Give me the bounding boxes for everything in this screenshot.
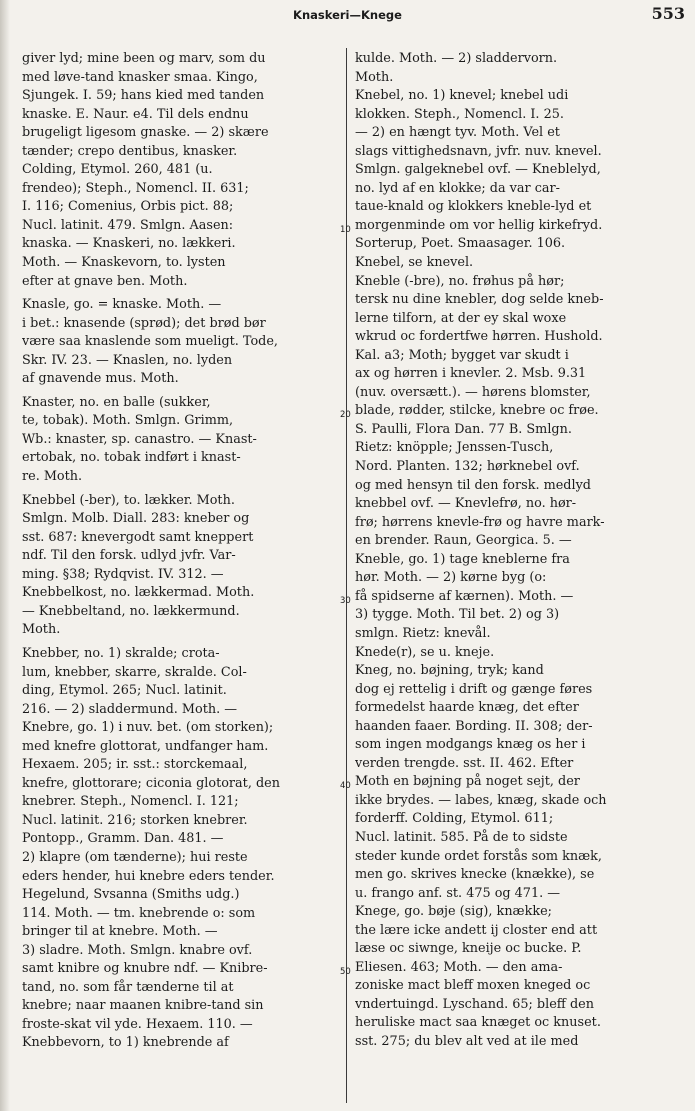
text-line: ming. §38; Rydqvist. IV. 312. — (22, 566, 224, 582)
text-line: i bet.: knasende (sprød); det brød bør (22, 315, 266, 331)
text-line: tænder; crepo dentibus, knasker. (22, 143, 238, 159)
text-line: Wb.: knaster, sp. canastro. — Knast- (22, 431, 257, 447)
text-line: zoniske mact bleff moxen kneged oc (355, 978, 591, 994)
text-line: med knefre glottorat, undfanger ham. (22, 738, 269, 754)
text-line: Sorterup, Poet. Smaasager. 106. (355, 236, 566, 252)
text-line: heruliske mact saa knæget oc knuset. (355, 1015, 601, 1031)
text-line: knebrer. Steph., Nomencl. I. 121; (22, 794, 239, 810)
text-line: Nucl. latinit. 216; storken knebrer. (22, 812, 248, 828)
text-line: tand, no. som får tænderne til at (22, 979, 234, 995)
text-line: Kneble, go. 1) tage kneblerne fra (355, 551, 570, 567)
column-divider (346, 48, 347, 1103)
text-line: slags vittighedsnavn, jvfr. nuv. knevel. (355, 143, 602, 159)
text-line: Pontopp., Gramm. Dan. 481. — (22, 831, 224, 847)
text-line: smlgn. Rietz: knevål. (355, 625, 491, 641)
line-number: 30 (340, 595, 351, 606)
text-line: Nucl. latinit. 479. Smlgn. Aasen: (22, 217, 234, 233)
text-line: (nuv. oversætt.). — hørens blomster, (355, 384, 591, 400)
text-line: I. 116; Comenius, Orbis pict. 88; (22, 199, 234, 215)
text-line: re. Moth. (22, 469, 83, 485)
text-line: forderff. Colding, Etymol. 611; (355, 811, 554, 827)
text-line: efter at gnave ben. Moth. (22, 273, 188, 289)
text-line: Smlgn. Molb. Diall. 283: kneber og (22, 511, 250, 527)
text-line: Knasle, go. = knaske. Moth. — (22, 297, 222, 313)
text-line: frø; hørrens knevle-frø og havre mark- (355, 514, 605, 530)
text-line: Eliesen. 463; Moth. — den ama- (355, 959, 563, 975)
text-line: læse oc siwnge, kneije oc bucke. P. (355, 941, 582, 957)
text-line: Knebre, go. 1) i nuv. bet. (om storken); (22, 720, 274, 736)
text-line: 114. Moth. — tm. knebrende o: som (22, 905, 256, 921)
text-line: Moth. — Knaskevorn, to. lysten (22, 255, 226, 271)
text-line: bringer til at knebre. Moth. — (22, 924, 218, 940)
text-line: knebre; naar maanen knibre-tand sin (22, 998, 264, 1014)
text-line: sst. 275; du blev alt ved at ile med (355, 1033, 579, 1049)
line-number: 10 (340, 224, 351, 235)
text-line: sst. 687: knevergodt samt kneppert (22, 529, 254, 545)
text-line: ding, Etymol. 265; Nucl. latinit. (22, 683, 227, 699)
text-line: være saa knaslende som mueligt. Tode, (22, 334, 278, 350)
text-line: lum, knebber, skarre, skralde. Col- (22, 664, 247, 680)
text-line: Knebel, se knevel. (355, 255, 474, 271)
text-line: Knebber, no. 1) skralde; crota- (22, 645, 220, 661)
text-line: steder kunde ordet forstås som knæk, (355, 848, 602, 864)
text-line: af gnavende mus. Moth. (22, 371, 179, 387)
text-line: Knebel, no. 1) knevel; knebel udi (355, 88, 569, 104)
page-header (0, 2, 695, 28)
text-line: klokken. Steph., Nomencl. I. 25. (355, 106, 564, 122)
text-line: Knebbevorn, to 1) knebrende af (22, 1035, 229, 1051)
text-line: brugeligt ligesom gnaske. — 2) skære (22, 125, 269, 141)
text-line: blade, rødder, stilcke, knebre oc frøe. (355, 403, 599, 419)
line-number: 20 (340, 410, 351, 421)
text-line: Kal. a3; Moth; bygget var skudt i (355, 347, 569, 363)
text-line: taue-knald og klokkers kneble-lyd et (355, 199, 592, 215)
text-line: med løve-tand knasker smaa. Kingo, (22, 69, 258, 85)
text-line: Nord. Planten. 132; hørknebel ovf. (355, 459, 580, 475)
text-line: Kneg, no. bøjning, tryk; kand (355, 663, 544, 679)
text-line: Colding, Etymol. 260, 481 (u. (22, 162, 213, 178)
text-line: wkrud oc fordertfwe hørren. Hushold. (355, 329, 603, 345)
line-number: 40 (340, 781, 351, 792)
text-line: Moth. (355, 69, 394, 85)
text-line: Hegelund, Svsanna (Smiths udg.) (22, 887, 240, 903)
text-line: knebbel ovf. — Knevlefrø, no. hør- (355, 496, 577, 512)
text-line: som ingen modgangs knæg os her i (355, 737, 586, 753)
text-line: Knege, go. bøje (sig), knække; (355, 904, 552, 920)
text-line: Moth. (22, 622, 61, 638)
text-line: — 2) en hængt tyv. Moth. Vel et (355, 125, 560, 141)
text-line: få spidserne af kærnen). Moth. — (355, 588, 574, 604)
text-line: verden trengde. sst. II. 462. Efter (355, 755, 574, 771)
text-line: Knebbel (-ber), to. lækker. Moth. (22, 492, 235, 508)
text-line: S. Paulli, Flora Dan. 77 B. Smlgn. (355, 421, 572, 437)
text-line: te, tobak). Moth. Smlgn. Grimm, (22, 413, 234, 429)
text-line: froste-skat vil yde. Hexaem. 110. — (22, 1016, 253, 1032)
text-line: — Knebbeltand, no. lækkermund. (22, 603, 240, 619)
text-line: u. frango anf. st. 475 og 471. — (355, 885, 561, 901)
text-line: dog ej rettelig i drift og gænge føres (355, 681, 593, 697)
text-line: 3) tygge. Moth. Til bet. 2) og 3) (355, 607, 560, 623)
text-line: Knebbelkost, no. lækkermad. Moth. (22, 585, 255, 601)
text-line: 3) sladre. Moth. Smlgn. knabre ovf. (22, 942, 253, 958)
text-line: Skr. IV. 23. — Knaslen, no. lyden (22, 352, 233, 368)
line-number: 50 (340, 966, 351, 977)
text-line: Kneble (-bre), no. frøhus på hør; (355, 273, 565, 289)
text-line: ax og hørren i knevler. 2. Msb. 9.31 (355, 366, 587, 382)
text-line: frendeo); Steph., Nomencl. II. 631; (22, 180, 249, 196)
page-number: 553 (651, 4, 685, 23)
text-line: Smlgn. galgeknebel ovf. — Kneblelyd, (355, 162, 601, 178)
text-line: 2) klapre (om tænderne); hui reste (22, 849, 248, 865)
text-line: hør. Moth. — 2) kørne byg (o: (355, 570, 547, 586)
text-line: haanden faaer. Bording. II. 308; der- (355, 718, 593, 734)
text-line: knefre, glottorare; ciconia glotorat, den (22, 775, 280, 791)
page-edge-shadow (0, 0, 10, 1111)
text-line: Moth en bøjning på noget sejt, der (355, 774, 580, 790)
right-column (355, 50, 680, 1107)
text-line: morgenminde om vor hellig kirkefryd. (355, 217, 603, 233)
text-line: formedelst haarde knæg, det efter (355, 700, 579, 716)
running-head: Knaskeri—Knege (293, 8, 402, 22)
text-line: ertobak, no. tobak indført i knast- (22, 450, 241, 466)
text-line: knaske. E. Naur. e4. Til dels endnu (22, 106, 249, 122)
text-line: Nucl. latinit. 585. På de to sidste (355, 829, 568, 845)
text-line: vndertuingd. Lyschand. 65; bleff den (355, 996, 594, 1012)
text-line: no. lyd af en klokke; da var car- (355, 180, 560, 196)
text-line: giver lyd; mine been og marv, som du (22, 51, 266, 66)
text-line: Sjungek. I. 59; hans kied med tanden (22, 88, 265, 104)
text-line: Rietz: knöpple; Jenssen-Tusch, (355, 440, 554, 456)
text-line: tersk nu dine knebler, dog selde kneb- (355, 292, 604, 308)
text-line: men go. skrives knecke (knække), se (355, 867, 595, 883)
text-line: kulde. Moth. — 2) sladdervorn. (355, 51, 558, 66)
text-line: en brender. Raun, Georgica. 5. — (355, 533, 572, 549)
text-line: 216. — 2) sladdermund. Moth. — (22, 701, 238, 717)
text-line: knaska. — Knaskeri, no. lækkeri. (22, 236, 236, 252)
text-line: ndf. Til den forsk. udlyd jvfr. Var- (22, 548, 236, 564)
left-column (22, 50, 340, 1107)
text-line: lerne tilforn, at der ey skal woxe (355, 310, 567, 326)
text-line: Knaster, no. en balle (sukker, (22, 394, 211, 410)
text-line: og med hensyn til den forsk. medlyd (355, 477, 591, 493)
text-line: samt knibre og knubre ndf. — Knibre- (22, 961, 268, 977)
text-line: Hexaem. 205; ir. sst.: storckemaal, (22, 757, 248, 773)
text-line: eders hender, hui knebre eders tender. (22, 868, 275, 884)
text-line: ikke brydes. — labes, knæg, skade och (355, 792, 607, 808)
text-line: the lære icke andett ij closter end att (355, 922, 598, 938)
text-line: Knede(r), se u. kneje. (355, 644, 495, 660)
